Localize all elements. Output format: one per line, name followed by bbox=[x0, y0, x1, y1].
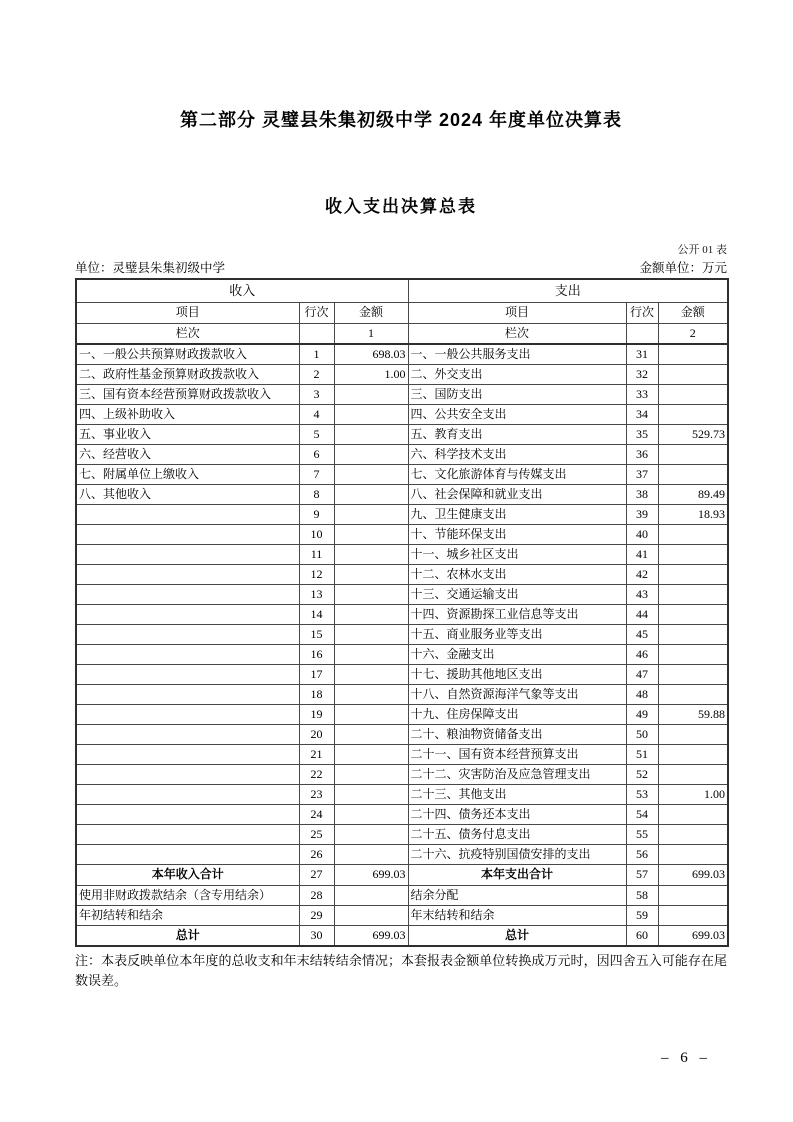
expense-amount-cell bbox=[658, 905, 728, 925]
income-rowno-cell: 29 bbox=[299, 905, 334, 925]
expense-amount-cell: 699.03 bbox=[658, 925, 728, 946]
income-item-cell bbox=[76, 584, 299, 604]
column-header-row bbox=[76, 302, 728, 323]
table-row bbox=[76, 464, 728, 484]
unit-label: 单位：灵璧县朱集初级中学 bbox=[75, 261, 226, 275]
table-row bbox=[76, 905, 728, 925]
income-rowno-cell: 20 bbox=[299, 724, 334, 744]
expense-rowno-cell: 54 bbox=[626, 804, 658, 824]
table-row bbox=[76, 384, 728, 404]
expense-amount-cell bbox=[658, 404, 728, 424]
income-rowno-cell: 23 bbox=[299, 784, 334, 804]
expense-item-cell: 二十、粮油物资储备支出 bbox=[408, 724, 626, 744]
empty-cell bbox=[626, 323, 658, 344]
table-row bbox=[76, 604, 728, 624]
income-item-cell: 本年收入合计 bbox=[76, 864, 299, 885]
expense-rowno-cell: 48 bbox=[626, 684, 658, 704]
table-row bbox=[76, 424, 728, 444]
income-item-cell bbox=[76, 824, 299, 844]
income-amount-cell bbox=[334, 404, 408, 424]
expense-item-cell: 年末结转和结余 bbox=[408, 905, 626, 925]
income-rowno-cell: 3 bbox=[299, 384, 334, 404]
income-rowno-cell: 21 bbox=[299, 744, 334, 764]
income-amount-cell bbox=[334, 885, 408, 905]
income-amount-cell: 699.03 bbox=[334, 925, 408, 946]
expense-item-cell: 二十六、抗疫特别国债安排的支出 bbox=[408, 844, 626, 864]
expense-rowno-cell: 42 bbox=[626, 564, 658, 584]
expense-item-cell: 十八、自然资源海洋气象等支出 bbox=[408, 684, 626, 704]
income-item-cell: 八、其他收入 bbox=[76, 484, 299, 504]
income-item-cell bbox=[76, 804, 299, 824]
table-row bbox=[76, 804, 728, 824]
income-rowno-cell: 28 bbox=[299, 885, 334, 905]
income-item-cell: 使用非财政拨款结余（含专用结余） bbox=[76, 885, 299, 905]
table-row bbox=[76, 764, 728, 784]
income-rowno-cell: 25 bbox=[299, 824, 334, 844]
table-row bbox=[76, 524, 728, 544]
expense-rowno-cell: 37 bbox=[626, 464, 658, 484]
amount-unit-label: 金额单位：万元 bbox=[639, 261, 727, 275]
expense-rowno-cell: 32 bbox=[626, 364, 658, 384]
income-rowno-cell: 4 bbox=[299, 404, 334, 424]
expense-item-cell: 结余分配 bbox=[408, 885, 626, 905]
income-amount-cell bbox=[334, 664, 408, 684]
income-amount-cell bbox=[334, 484, 408, 504]
income-amount-cell bbox=[334, 784, 408, 804]
income-rowno-cell: 6 bbox=[299, 444, 334, 464]
expense-amount-cell bbox=[658, 744, 728, 764]
income-item-cell bbox=[76, 764, 299, 784]
table-note: 注：本表反映单位本年度的总收支和年末结转结余情况；本套报表金额单位转换成万元时，因四舍五入可能存在尾数误差。 bbox=[75, 953, 727, 988]
income-item-cell bbox=[76, 644, 299, 664]
expense-amount-cell bbox=[658, 544, 728, 564]
expense-amount-cell bbox=[658, 464, 728, 484]
expense-amount-cell bbox=[658, 564, 728, 584]
expense-item-cell: 十六、金融支出 bbox=[408, 644, 626, 664]
income-item-cell: 六、经营收入 bbox=[76, 444, 299, 464]
expense-item-cell: 十一、城乡社区支出 bbox=[408, 544, 626, 564]
expense-rowno-cell: 46 bbox=[626, 644, 658, 664]
expense-rowno-cell: 39 bbox=[626, 504, 658, 524]
income-section-header: 收入 bbox=[76, 279, 408, 302]
expense-item-cell: 总计 bbox=[408, 925, 626, 946]
income-amount-cell: 699.03 bbox=[334, 864, 408, 885]
page-number: – 6 – bbox=[661, 1050, 711, 1066]
income-amount-cell bbox=[334, 564, 408, 584]
income-rowno-cell: 24 bbox=[299, 804, 334, 824]
expense-rowno-cell: 52 bbox=[626, 764, 658, 784]
income-item-cell bbox=[76, 844, 299, 864]
income-amount-cell bbox=[334, 464, 408, 484]
expense-item-cell: 十三、交通运输支出 bbox=[408, 584, 626, 604]
income-amount-cell bbox=[334, 704, 408, 724]
income-amount-cell: 698.03 bbox=[334, 344, 408, 364]
expense-rowno-cell: 34 bbox=[626, 404, 658, 424]
income-rowno-cell: 26 bbox=[299, 844, 334, 864]
expense-item-cell: 六、科学技术支出 bbox=[408, 444, 626, 464]
expense-item-cell: 二十一、国有资本经营预算支出 bbox=[408, 744, 626, 764]
expense-amount-cell bbox=[658, 664, 728, 684]
income-rowno-cell: 13 bbox=[299, 584, 334, 604]
income-rowno-cell: 15 bbox=[299, 624, 334, 644]
expense-item-cell: 五、教育支出 bbox=[408, 424, 626, 444]
income-item-cell: 七、附属单位上缴收入 bbox=[76, 464, 299, 484]
expense-amount-cell bbox=[658, 804, 728, 824]
expense-item-cell: 十九、住房保障支出 bbox=[408, 704, 626, 724]
income-amount-cell bbox=[334, 544, 408, 564]
expense-amount-cell bbox=[658, 684, 728, 704]
income-rowno-cell: 10 bbox=[299, 524, 334, 544]
expense-amount-cell bbox=[658, 724, 728, 744]
section-header-row bbox=[76, 279, 728, 302]
expense-item-cell: 十、节能环保支出 bbox=[408, 524, 626, 544]
income-amount-cell bbox=[334, 905, 408, 925]
expense-amount-cell bbox=[658, 584, 728, 604]
expense-amount-cell bbox=[658, 344, 728, 364]
table-row bbox=[76, 564, 728, 584]
table-row bbox=[76, 925, 728, 946]
expense-item-cell: 本年支出合计 bbox=[408, 864, 626, 885]
income-rowno-cell: 18 bbox=[299, 684, 334, 704]
income-item-cell bbox=[76, 624, 299, 644]
page-title: 第二部分 灵璧县朱集初级中学 2024 年度单位决算表 bbox=[179, 110, 623, 130]
expense-rowno-cell: 33 bbox=[626, 384, 658, 404]
income-item-cell bbox=[76, 784, 299, 804]
expense-item-cell: 九、卫生健康支出 bbox=[408, 504, 626, 524]
income-amount-cell bbox=[334, 764, 408, 784]
expense-amount-cell bbox=[658, 384, 728, 404]
expense-rowno-cell: 50 bbox=[626, 724, 658, 744]
expense-rowno-cell: 47 bbox=[626, 664, 658, 684]
income-expense-summary-table bbox=[75, 278, 729, 947]
expense-rowno-cell: 45 bbox=[626, 624, 658, 644]
table-row bbox=[76, 484, 728, 504]
income-rowno-cell: 14 bbox=[299, 604, 334, 624]
income-item-cell bbox=[76, 664, 299, 684]
expense-amount-cell bbox=[658, 604, 728, 624]
expense-item-cell: 二十四、债务还本支出 bbox=[408, 804, 626, 824]
income-rowno-header: 行次 bbox=[299, 302, 334, 323]
income-item-cell bbox=[76, 544, 299, 564]
expense-amount-cell bbox=[658, 824, 728, 844]
table-row bbox=[76, 344, 728, 364]
expense-rowno-cell: 59 bbox=[626, 905, 658, 925]
expense-item-cell: 十五、商业服务业等支出 bbox=[408, 624, 626, 644]
income-amount-cell bbox=[334, 524, 408, 544]
income-item-cell bbox=[76, 604, 299, 624]
income-rowno-cell: 22 bbox=[299, 764, 334, 784]
income-amount-cell bbox=[334, 824, 408, 844]
table-row bbox=[76, 364, 728, 384]
expense-rowno-cell: 38 bbox=[626, 484, 658, 504]
table-row bbox=[76, 744, 728, 764]
expense-item-cell: 四、公共安全支出 bbox=[408, 404, 626, 424]
expense-rowno-cell: 40 bbox=[626, 524, 658, 544]
expense-amount-cell bbox=[658, 764, 728, 784]
income-amount-cell bbox=[334, 604, 408, 624]
table-title: 收入支出决算总表 bbox=[325, 197, 477, 216]
expense-rowno-cell: 41 bbox=[626, 544, 658, 564]
table-row bbox=[76, 644, 728, 664]
column-index-row bbox=[76, 323, 728, 344]
income-rowno-cell: 9 bbox=[299, 504, 334, 524]
expense-amount-cell: 529.73 bbox=[658, 424, 728, 444]
income-rowno-cell: 30 bbox=[299, 925, 334, 946]
expense-rowno-header: 行次 bbox=[626, 302, 658, 323]
income-item-cell: 二、政府性基金预算财政拨款收入 bbox=[76, 364, 299, 384]
expense-amount-cell: 699.03 bbox=[658, 864, 728, 885]
income-rowno-cell: 2 bbox=[299, 364, 334, 384]
income-amount-cell bbox=[334, 384, 408, 404]
expense-amount-cell bbox=[658, 644, 728, 664]
expense-rowno-cell: 31 bbox=[626, 344, 658, 364]
expense-amount-cell: 59.88 bbox=[658, 704, 728, 724]
table-row bbox=[76, 724, 728, 744]
income-rowno-cell: 8 bbox=[299, 484, 334, 504]
expense-rowno-cell: 53 bbox=[626, 784, 658, 804]
income-rowno-cell: 19 bbox=[299, 704, 334, 724]
table-row bbox=[76, 824, 728, 844]
expense-section-header: 支出 bbox=[408, 279, 728, 302]
income-amount-header: 金额 bbox=[334, 302, 408, 323]
income-rowno-cell: 11 bbox=[299, 544, 334, 564]
income-item-cell bbox=[76, 684, 299, 704]
table-row bbox=[76, 624, 728, 644]
income-amount-cell bbox=[334, 684, 408, 704]
expense-rowno-cell: 55 bbox=[626, 824, 658, 844]
table-row bbox=[76, 664, 728, 684]
expense-amount-cell bbox=[658, 364, 728, 384]
expense-amount-cell bbox=[658, 885, 728, 905]
income-item-cell bbox=[76, 744, 299, 764]
expense-amount-cell bbox=[658, 444, 728, 464]
income-item-header: 项目 bbox=[76, 302, 299, 323]
table-row bbox=[76, 584, 728, 604]
income-amount-cell bbox=[334, 504, 408, 524]
income-column-number: 1 bbox=[334, 323, 408, 344]
table-row bbox=[76, 504, 728, 524]
table-row bbox=[76, 885, 728, 905]
income-amount-cell bbox=[334, 724, 408, 744]
income-item-cell: 五、事业收入 bbox=[76, 424, 299, 444]
expense-item-header: 项目 bbox=[408, 302, 626, 323]
expense-amount-header: 金额 bbox=[658, 302, 728, 323]
table-row bbox=[76, 444, 728, 464]
expense-item-cell: 二十三、其他支出 bbox=[408, 784, 626, 804]
expense-rowno-cell: 58 bbox=[626, 885, 658, 905]
expense-rowno-cell: 35 bbox=[626, 424, 658, 444]
expense-item-cell: 二、外交支出 bbox=[408, 364, 626, 384]
income-item-cell: 总计 bbox=[76, 925, 299, 946]
income-amount-cell bbox=[334, 844, 408, 864]
expense-item-cell: 一、一般公共服务支出 bbox=[408, 344, 626, 364]
expense-rowno-cell: 60 bbox=[626, 925, 658, 946]
table-row bbox=[76, 864, 728, 885]
table-meta-row bbox=[75, 258, 727, 276]
income-amount-cell: 1.00 bbox=[334, 364, 408, 384]
expense-item-cell: 十四、资源勘探工业信息等支出 bbox=[408, 604, 626, 624]
income-amount-cell bbox=[334, 424, 408, 444]
income-rowno-cell: 7 bbox=[299, 464, 334, 484]
income-item-cell: 四、上级补助收入 bbox=[76, 404, 299, 424]
expense-amount-cell: 89.49 bbox=[658, 484, 728, 504]
income-amount-cell bbox=[334, 804, 408, 824]
income-rowno-cell: 16 bbox=[299, 644, 334, 664]
income-rowno-cell: 17 bbox=[299, 664, 334, 684]
expense-amount-cell bbox=[658, 524, 728, 544]
table-row bbox=[76, 844, 728, 864]
expense-column-number: 2 bbox=[658, 323, 728, 344]
expense-rowno-cell: 49 bbox=[626, 704, 658, 724]
income-rowno-cell: 1 bbox=[299, 344, 334, 364]
table-row bbox=[76, 704, 728, 724]
table-row bbox=[76, 784, 728, 804]
income-amount-cell bbox=[334, 744, 408, 764]
income-item-cell: 一、一般公共预算财政拨款收入 bbox=[76, 344, 299, 364]
income-item-cell bbox=[76, 724, 299, 744]
table-row bbox=[76, 544, 728, 564]
expense-rowno-cell: 44 bbox=[626, 604, 658, 624]
expense-rowno-cell: 57 bbox=[626, 864, 658, 885]
expense-rowno-cell: 36 bbox=[626, 444, 658, 464]
income-rowno-cell: 12 bbox=[299, 564, 334, 584]
table-row bbox=[76, 684, 728, 704]
table-row bbox=[76, 404, 728, 424]
income-amount-cell bbox=[334, 584, 408, 604]
expense-amount-cell: 1.00 bbox=[658, 784, 728, 804]
expense-rowno-cell: 51 bbox=[626, 744, 658, 764]
expense-item-cell: 十七、援助其他地区支出 bbox=[408, 664, 626, 684]
income-item-cell bbox=[76, 504, 299, 524]
expense-item-cell: 八、社会保障和就业支出 bbox=[408, 484, 626, 504]
expense-item-cell: 三、国防支出 bbox=[408, 384, 626, 404]
expense-item-cell: 十二、农林水支出 bbox=[408, 564, 626, 584]
income-amount-cell bbox=[334, 624, 408, 644]
expense-item-cell: 七、文化旅游体育与传媒支出 bbox=[408, 464, 626, 484]
income-amount-cell bbox=[334, 444, 408, 464]
income-item-cell: 年初结转和结余 bbox=[76, 905, 299, 925]
income-column-label: 栏次 bbox=[76, 323, 299, 344]
income-amount-cell bbox=[334, 644, 408, 664]
expense-column-label: 栏次 bbox=[408, 323, 626, 344]
income-rowno-cell: 5 bbox=[299, 424, 334, 444]
table-code: 公开 01 表 bbox=[677, 244, 727, 256]
expense-amount-cell bbox=[658, 844, 728, 864]
expense-item-cell: 二十二、灾害防治及应急管理支出 bbox=[408, 764, 626, 784]
income-item-cell bbox=[76, 524, 299, 544]
expense-item-cell: 二十五、债务付息支出 bbox=[408, 824, 626, 844]
empty-cell bbox=[299, 323, 334, 344]
income-item-cell bbox=[76, 704, 299, 724]
expense-amount-cell bbox=[658, 624, 728, 644]
expense-rowno-cell: 43 bbox=[626, 584, 658, 604]
expense-amount-cell: 18.93 bbox=[658, 504, 728, 524]
income-item-cell: 三、国有资本经营预算财政拨款收入 bbox=[76, 384, 299, 404]
income-item-cell bbox=[76, 564, 299, 584]
expense-rowno-cell: 56 bbox=[626, 844, 658, 864]
income-rowno-cell: 27 bbox=[299, 864, 334, 885]
